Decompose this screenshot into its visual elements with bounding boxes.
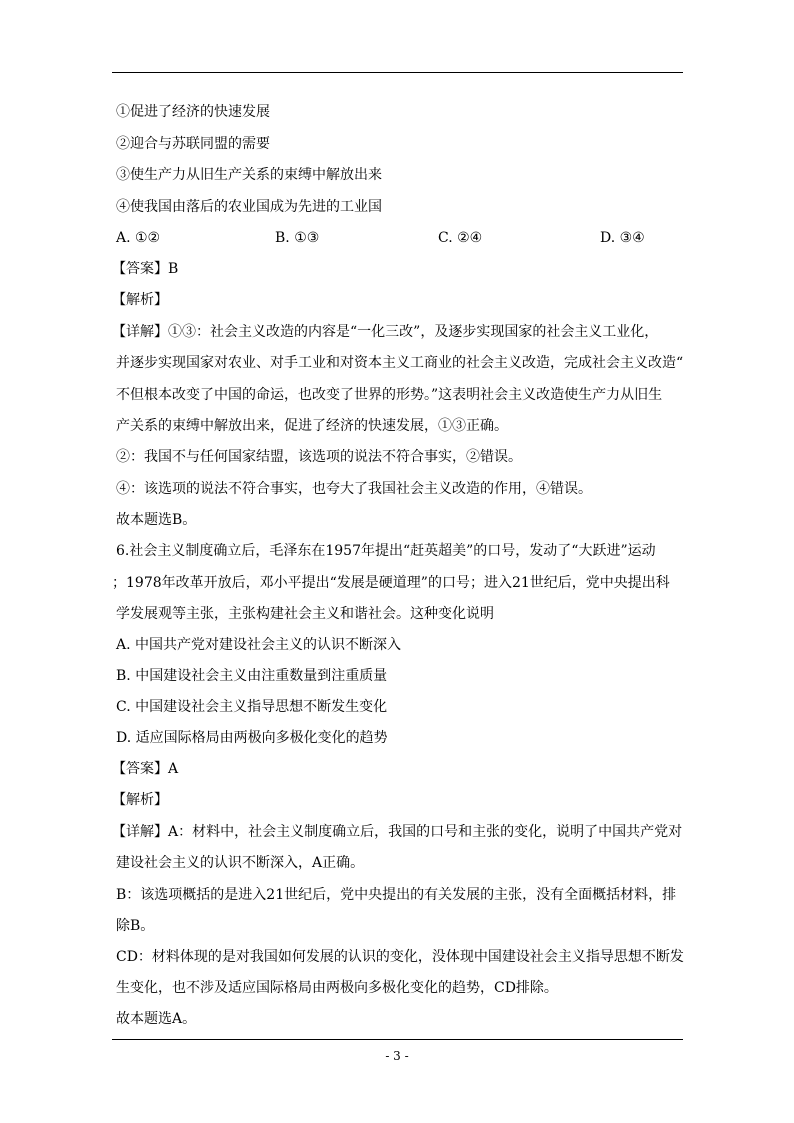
q6-detail-line: B：该选项概括的是进入21世纪后，党中央提出的有关发展的主张，没有全面概括材料，排 xyxy=(116,887,677,903)
q5-option-b: B. ①③ xyxy=(275,230,320,246)
q5-detail-line: ②：我国不与任何国家结盟，该选项的说法不符合事实，②错误。 xyxy=(116,449,522,465)
q6-stem-line: 6.社会主义制度确立后，毛泽东在1957年提出“赶英超美”的口号，发动了“大跃进”运动 xyxy=(116,543,656,559)
q6-detail-line: 建设社会主义的认识不断深入，A正确。 xyxy=(116,855,365,871)
q6-option-d: D. 适应国际格局由两极向多极化变化的趋势 xyxy=(116,730,388,746)
q5-detail-line: 不但根本改变了中国的命运，也改变了世界的形势。”这表明社会主义改造使生产力从旧生 xyxy=(116,387,663,403)
q6-detail-line: 除B。 xyxy=(116,918,155,934)
q5-detail-line: 产关系的束缚中解放出来，促进了经济的快速发展，①③正确。 xyxy=(116,418,508,434)
q5-detail-line: 并逐步实现国家对农业、对手工业和对资本主义工商业的社会主义改造，完成社会主义改造“ xyxy=(116,355,684,371)
q6-conclusion: 故本题选A。 xyxy=(116,1011,197,1027)
header-rule xyxy=(112,72,683,73)
q6-detail-line: CD：材料体现的是对我国如何发展的认识的变化，没体现中国建设社会主义指导思想不断发 xyxy=(116,949,684,965)
q5-option-a: A. ①② xyxy=(116,230,161,246)
q6-option-c: C. 中国建设社会主义指导思想不断发生变化 xyxy=(116,699,388,715)
q5-item-1: ①促进了经济的快速发展 xyxy=(116,104,270,120)
footer-rule xyxy=(112,1039,683,1040)
q5-item-3: ③使生产力从旧生产关系的束缚中解放出来 xyxy=(116,167,382,183)
q6-analysis-heading: 【解析】 xyxy=(112,792,168,808)
q5-analysis-heading: 【解析】 xyxy=(112,292,168,308)
q6-stem-line: ；1978年改革开放后，邓小平提出“发展是硬道理”的口号；进入21世纪后，党中央提出科 xyxy=(112,575,670,591)
q5-answer: 【答案】B xyxy=(112,261,179,277)
q5-item-4: ④使我国由落后的农业国成为先进的工业国 xyxy=(116,199,382,215)
q5-detail-line: 【详解】①③：社会主义改造的内容是“一化三改”，及逐步实现国家的社会主义工业化， xyxy=(112,324,659,340)
q6-option-a: A. 中国共产党对建设社会主义的认识不断深入 xyxy=(116,637,402,653)
q5-option-d: D. ③④ xyxy=(600,230,645,246)
q6-option-b: B. 中国建设社会主义由注重数量到注重质量 xyxy=(116,668,388,684)
q6-stem-line: 学发展观等主张，主张构建社会主义和谐社会。这种变化说明 xyxy=(116,606,494,622)
q5-item-2: ②迎合与苏联同盟的需要 xyxy=(116,136,270,152)
q6-detail-line: 【详解】A：材料中，社会主义制度确立后，我国的口号和主张的变化，说明了中国共产党对 xyxy=(112,824,683,840)
q5-conclusion: 故本题选B。 xyxy=(116,512,197,528)
page-number: - 3 - xyxy=(385,1049,409,1063)
q6-detail-line: 生变化，也不涉及适应国际格局由两极向多极化变化的趋势，CD排除。 xyxy=(116,980,558,996)
q5-option-c: C. ②④ xyxy=(438,230,483,246)
q5-detail-line: ④：该选项的说法不符合事实，也夸大了我国社会主义改造的作用，④错误。 xyxy=(116,481,592,497)
q6-answer: 【答案】A xyxy=(112,761,179,777)
